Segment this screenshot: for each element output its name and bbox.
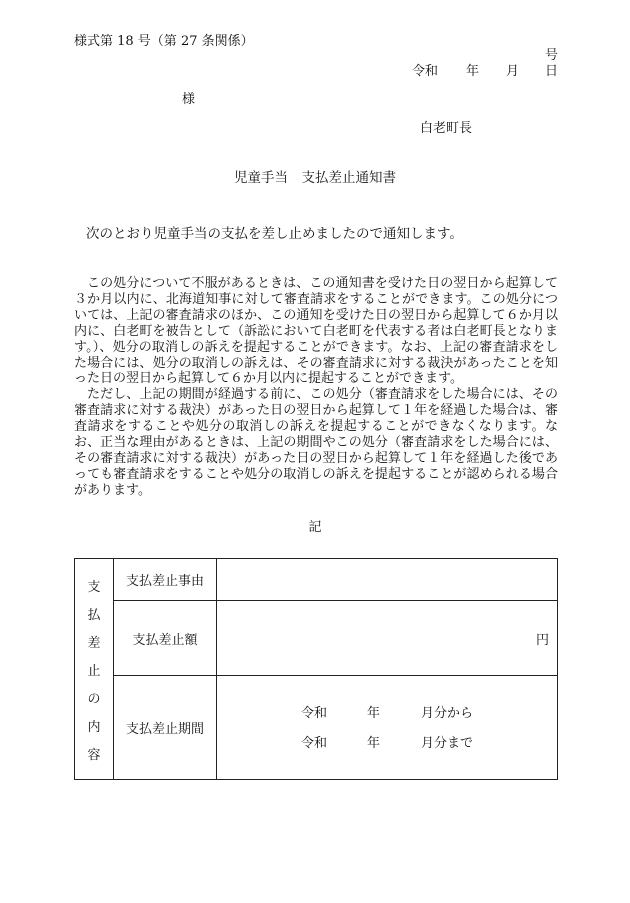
date-year: 年 (466, 64, 480, 79)
period-from-year: 年 (367, 706, 381, 721)
period-to-era: 令和 (301, 736, 328, 751)
period-from-month: 月分から (421, 706, 474, 721)
document-title: 児童手当 支払差止通知書 (234, 170, 396, 186)
ki-heading: 記 (308, 520, 322, 535)
vertical-char: の (87, 691, 101, 707)
period-value (217, 676, 558, 780)
period-label: 支払差止期間 (114, 676, 217, 780)
body-paragraph: ただし、上記の期間が経過する前に、この処分（審査請求をした場合には、その審査請求に対する裁決）があった日の翌日から起算して１年を経過した場合は、審査請求をすることや処分の取消しの訴えを提起することができなくなります。なお、正当な理由があるときは、上記の期間やこの処分（審査請求をした場合には、その審査請求に対する裁決）があった日の翌日から起算して１年を経過した後であっても審査請求をすることや処分の取消しの訴えを提起することが認められる場合があります。 (74, 387, 558, 498)
vertical-char: 容 (87, 747, 101, 763)
reason-label: 支払差止事由 (114, 559, 217, 601)
sender: 白老町長 (420, 121, 473, 136)
vertical-char: 支 (87, 579, 101, 595)
period-from-era: 令和 (301, 706, 328, 721)
vertical-label-cell (75, 559, 114, 780)
body-paragraph: この処分について不服があるときは、この通知書を受けた日の翌日から起算して３か月以内に、北海道知事に対して審査請求をすることができます。この処分については、上記の審査請求のほか、この通知を受けた日の翌日から起算して６か月以内に、白老町を被告として（訴訟において白老町を代表する者は白老町長となります。）、処分の取消しの訴えを提起することができます。なお、上記の審査請求をした場合には、処分の取消しの訴えは、その審査請求に対する裁決があったことを知った日の翌日から起算して６か月以内に提起することができます。 (74, 276, 558, 387)
notice-text: 次のとおり児童手当の支払を差し止めましたので通知します。 (86, 226, 463, 242)
date-era: 令和 (412, 64, 439, 79)
addressee-suffix: 様 (182, 92, 196, 107)
vertical-char: 内 (87, 719, 101, 735)
vertical-char: 差 (87, 635, 101, 651)
reason-value (217, 559, 558, 601)
period-to-year: 年 (367, 736, 381, 751)
form-number: 様式第 18 号（第 27 条関係） (74, 34, 254, 49)
details-table (74, 558, 558, 780)
date-month: 月 (506, 64, 520, 79)
vertical-char: 払 (87, 607, 101, 623)
vertical-char: 止 (87, 663, 101, 679)
period-to-month: 月分まで (421, 736, 474, 751)
date-day: 日 (545, 64, 559, 79)
document-number-suffix: 号 (545, 48, 559, 63)
appeal-instructions (74, 276, 558, 499)
amount-value (217, 601, 558, 676)
amount-unit: 円 (535, 632, 549, 648)
amount-label: 支払差止額 (114, 601, 217, 676)
